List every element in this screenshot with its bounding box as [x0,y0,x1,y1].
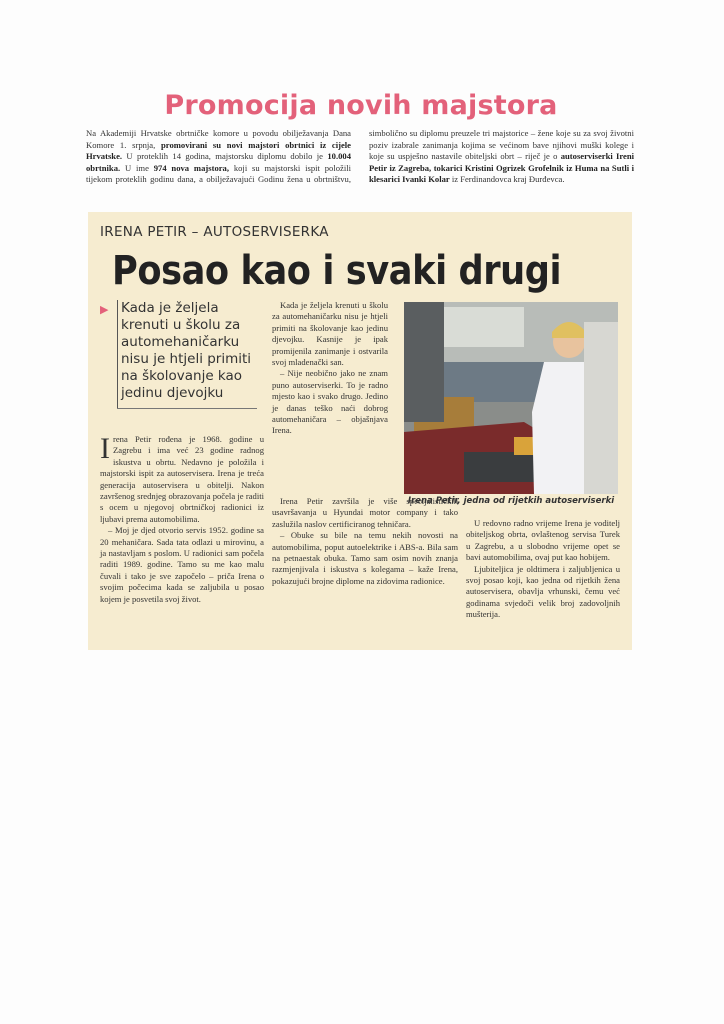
article-kicker: IRENA PETIR – AUTOSERVISERKA [100,224,329,240]
paragraph: Ljubiteljica je oldtimera i zaljubljenica u svoj posao koji, kao jedna od rijetkih žena autoservisera, obavlja vrhunski, čemu već godinama svjedoči velik broj zadovoljnih mušterija. [466,563,620,620]
intro-paragraph: Na Akademiji Hrvatske obrtničke komore u povodu obilježavanja Dana Komore 1. srpnja, promovirani su novi majstori obrtnici iz cijele Hrvatske. U proteklih 14 godina, majstorsku diplomu dobilo je 10.004 obrtnika. U ime 974 nova majstora, koji su majstorski ispit položili tijekom proteklih godinu dana, a obilježavajući Godinu žena u obrtništvu, simbolično su diplomu preuzele tri majstorice – žene koje su za svoj životni poziv izabrale zanimanja kojima se većinom bave njihovi muški kolege i koje su uspješno nastavile obiteljski obrt – riječ je o autoserviserki Ireni Petir iz Zagreba, tokarici Kristini Ogrizek Grofelnik iz Huma na Sutli i klesarici Ivanki Kolar iz Ferdinandovca kraj Đurđevca. [86,128,634,185]
paragraph: U redovno radno vrijeme Irena je voditelj obiteljskog obrta, ovlaštenog servisa Turek u Zagrebu, a u slobodno vrijeme opet se bavi automobilima, ovaj put kao hobijem. [466,518,620,563]
paragraph: – Nije neobično jako ne znam puno autoserviserki. To je radno mjesto kao i svako drugo. Jedino je danas teško naći dobrog automehaničara – objašnjava Irena. [272,368,388,436]
article-column-2b [272,496,458,587]
lead-text: Kada je željela krenuti u školu za automehaničarku nisu je htjeli primiti na školovanje kao jedinu djevojku [121,300,252,401]
lead-divider [117,300,118,408]
article-column-1 [100,434,264,605]
paragraph: Kada je željela krenuti u školu za automehaničarku nisu je htjeli primiti na školovanje kao jedinu djevojku. Kasnije je ipak promijenila zanimanje i ostvarila svoj mladenački san. [272,300,388,368]
article-column-2 [272,300,388,437]
paragraph: – Obuke su bile na temu nekih novosti na automobilima, poput autoelektrike i ABS-a. Bila sam na petnaestak obuka. Tamo sam osim novih znanja razmjenjivala i iskustva s kolegama – kaže Irena, pokazujući brojne diplome na zidovima radionice. [272,530,458,586]
triangle-bullet-icon: ▶ [100,303,109,316]
drop-cap: I [100,432,110,465]
paragraph: Irena Petir završila je više specijalističkih usavršavanja u Hyundai motor company i tako zaslužila naslov certificiranog tehničara. [272,496,458,529]
paragraph: Irena Petir rođena je 1968. godine u Zagrebu i ima već 23 godine radnog iskustva u obrtu. Nedavno je položila i majstorski ispit za autoserviserа. Irena je treća generacija autoservisera u obitelji. Nakon završenog srednjeg obrazovanja počela je raditi s ocem u njegovoj obrtničkoj radionici iz ljubavi prema automobilima. [100,432,264,524]
main-headline: Promocija novih majstora [164,90,558,121]
article-lead [100,300,260,402]
article-box [88,212,632,650]
photo-woman-in-workshop [404,302,618,494]
lead-underline [117,408,257,409]
photo-caption: Irena Petir, jedna od rijetkih autoserviserki [407,496,615,506]
paragraph: – Moj je djed otvorio servis 1952. godine sa 20 mehaničara. Sada tata odlazi u mirovinu, a ja nastavljam s poslom. U radionici sam počela raditi 1989. godine. Tamo su me kao malu čuvali i tako je sve započelo – priča Irena o svojim počecima kada se zaljubila u posao kojem je posvetila svoj život. [100,525,264,604]
workshop-photo-icon [404,302,618,494]
article-column-3 [466,518,620,621]
article-headline: Posao kao i svaki drugi [112,248,562,294]
